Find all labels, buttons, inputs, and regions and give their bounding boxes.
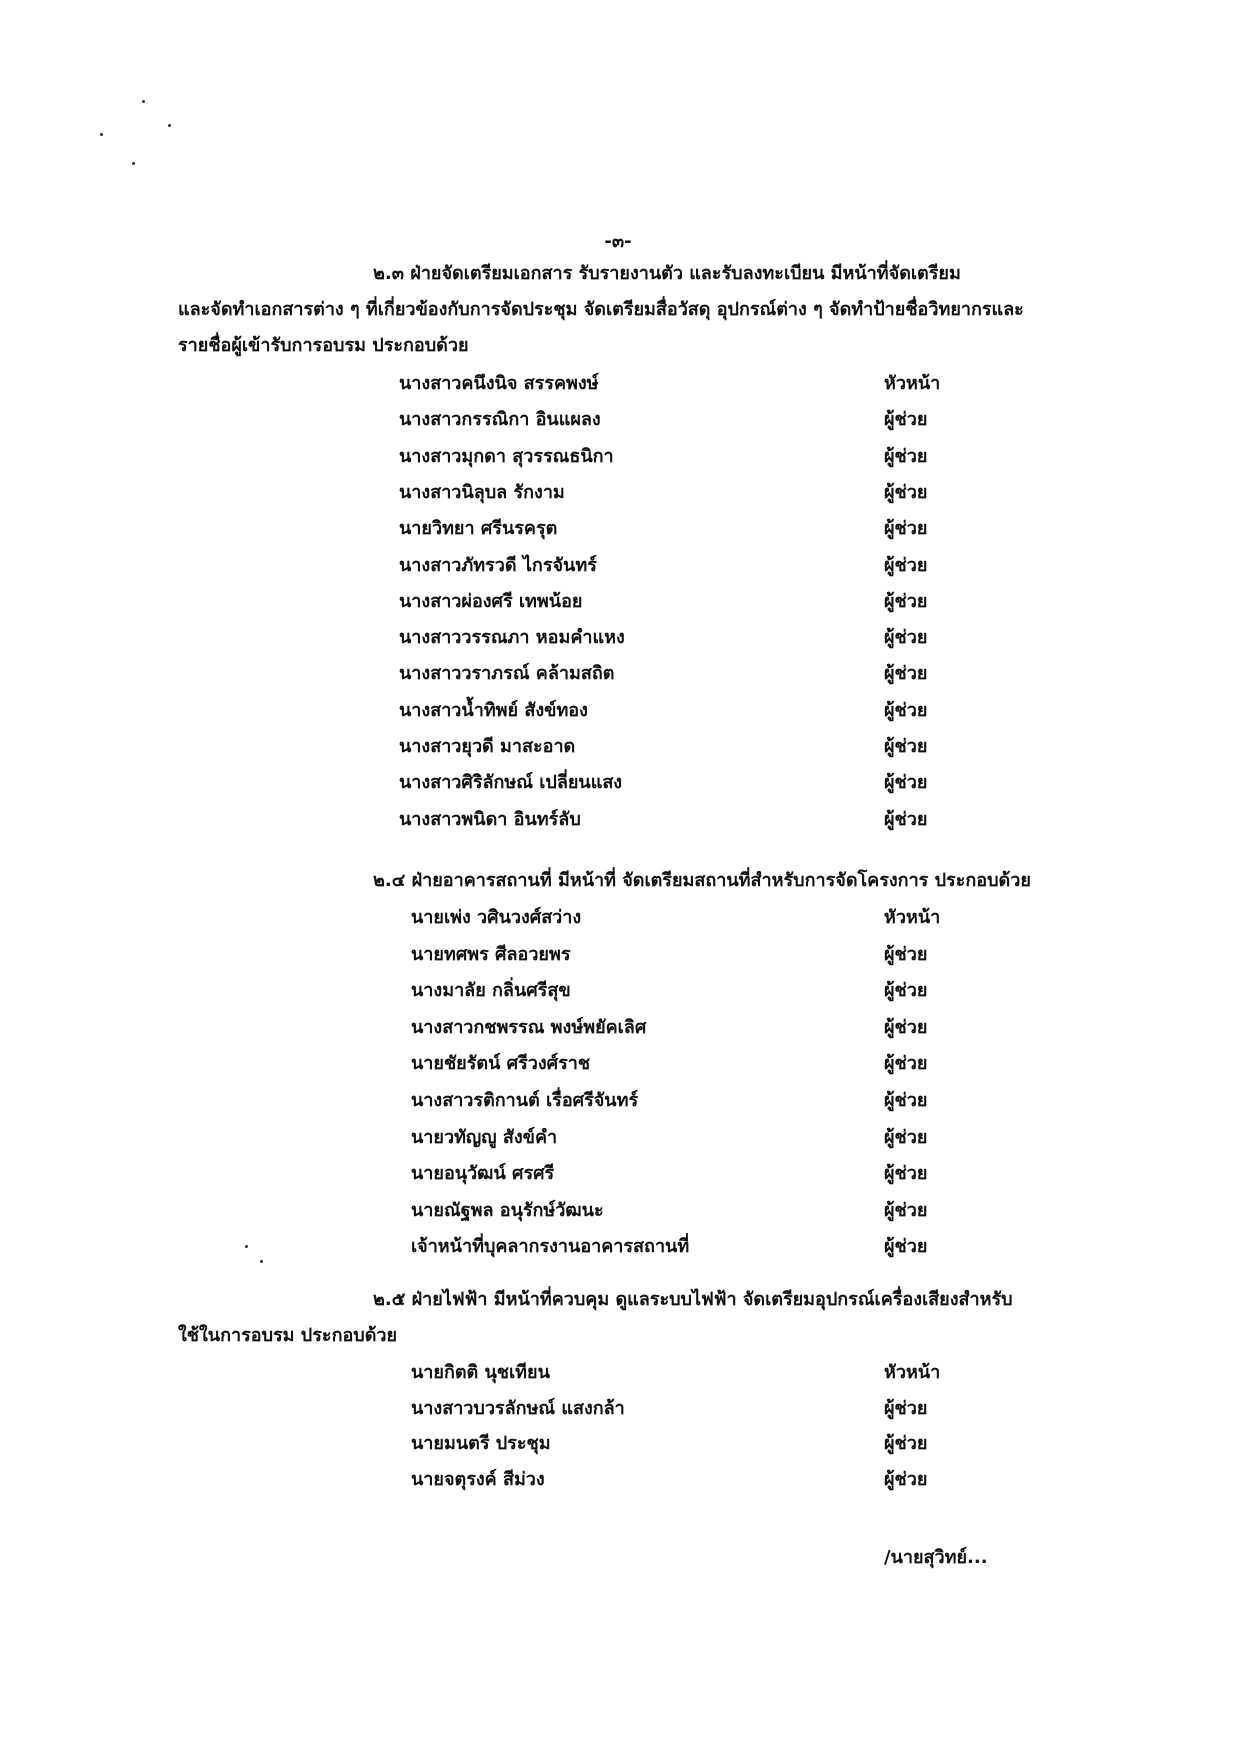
member-row <box>411 1083 1004 1119</box>
section-heading-line: และจัดทำเอกสารต่าง ๆ ที่เกี่ยวข้องกับการจัดประชุม จัดเตรียมสื่อวัสดุ อุปกรณ์ต่าง ๆ จัดทำป้ายชื่อวิทยากรและ <box>178 299 1024 320</box>
member-name: นายเพ่ง วศินวงศ์สว่าง <box>411 907 582 928</box>
member-role: ผู้ช่วย <box>884 481 928 503</box>
member-row <box>411 937 1004 973</box>
member-role: หัวหน้า <box>884 1362 941 1383</box>
member-name: นายชัยรัตน์ ศรีวงศ์ราช <box>411 1053 591 1075</box>
member-name: นางสาวมุกดา สุวรรณธนิกา <box>399 445 614 467</box>
member-role: ผู้ช่วย <box>884 627 928 649</box>
member-role: ผู้ช่วย <box>884 943 928 965</box>
member-role: ผู้ช่วย <box>884 1433 928 1454</box>
member-role: ผู้ช่วย <box>884 1126 928 1148</box>
member-row <box>411 1391 1004 1427</box>
member-role: ผู้ช่วย <box>884 518 928 540</box>
member-role: ผู้ช่วย <box>884 980 928 1002</box>
member-role: ผู้ช่วย <box>884 409 928 431</box>
member-role: ผู้ช่วย <box>884 736 928 757</box>
member-name: นางสาวพนิดา อินทร์ลับ <box>399 808 581 830</box>
section-heading-line: ใช้ในการอบรม ประกอบด้วย <box>178 1325 398 1346</box>
member-name: นายณัฐพล อนุรักษ์วัฒนะ <box>411 1199 604 1221</box>
member-row <box>411 1426 1004 1462</box>
member-name: นางสาวกรรณิกา อินแผลง <box>399 409 601 431</box>
member-row <box>411 973 1004 1009</box>
member-role: ผู้ช่วย <box>884 808 928 830</box>
member-role: ผู้ช่วย <box>884 1016 928 1038</box>
member-role: หัวหน้า <box>884 907 941 928</box>
member-name: นางสาวศิริลักษณ์ เปลี่ยนแสง <box>399 772 623 794</box>
member-row <box>411 1462 1004 1498</box>
member-role: ผู้ช่วย <box>884 1163 928 1185</box>
member-row <box>399 475 1004 511</box>
member-row <box>399 439 1004 475</box>
member-role: ผู้ช่วย <box>884 1397 928 1419</box>
scan-speck <box>245 1245 248 1248</box>
member-name: นางสาวบวรลักษณ์ แสงกล้า <box>411 1397 625 1419</box>
section-heading-line: ๒.๔ ฝ่ายอาคารสถานที่ มีหน้าที่ จัดเตรียมสถานที่สำหรับการจัดโครงการ ประกอบด้วย <box>373 870 1031 891</box>
member-name: นายวิทยา ศรีนรครุต <box>399 518 558 540</box>
scan-speck <box>168 124 171 127</box>
member-row <box>399 729 1004 765</box>
member-row <box>411 1229 1004 1265</box>
member-name: นางสาววราภรณ์ คล้ามสถิต <box>399 663 615 685</box>
scan-speck <box>142 100 145 103</box>
member-name: นายจตุรงค์ สีม่วง <box>411 1468 545 1490</box>
member-name: นางสาวนิลุบล รักงาม <box>399 481 565 503</box>
section-heading-line: ๒.๕ ฝ่ายไฟฟ้า มีหน้าที่ควบคุม ดูแลระบบไฟฟ้า จัดเตรียมอุปกรณ์เครื่องเสียงสำหรับ <box>373 1289 1013 1310</box>
member-name: นายวทัญญู สังข์คำ <box>411 1126 558 1148</box>
scan-speck <box>100 133 103 136</box>
scan-speck <box>260 1260 263 1263</box>
continuation-text: /นายสุวิทย์... <box>884 1547 988 1568</box>
member-row <box>399 584 1004 620</box>
member-row <box>411 900 1004 936</box>
section-heading-line: ๒.๓ ฝ่ายจัดเตรียมเอกสาร รับรายงานตัว และรับลงทะเบียน มีหน้าที่จัดเตรียม <box>373 263 961 284</box>
member-role: ผู้ช่วย <box>884 590 928 612</box>
member-row <box>411 1120 1004 1156</box>
member-name: นายมนตรี ประชุม <box>411 1433 551 1454</box>
member-name: นางสาวน้ำทิพย์ สังข์ทอง <box>399 699 588 721</box>
section-heading-line: รายชื่อผู้เข้ารับการอบรม ประกอบด้วย <box>178 335 469 356</box>
member-row <box>399 802 1004 838</box>
member-name: นางสาวภัทรวดี ไกรจันทร์ <box>399 554 597 576</box>
member-role: หัวหน้า <box>884 373 941 394</box>
member-row <box>399 693 1004 729</box>
member-row <box>399 366 1004 402</box>
member-role: ผู้ช่วย <box>884 1053 928 1075</box>
member-name: นายทศพร ศีลอวยพร <box>411 943 571 965</box>
member-role: ผู้ช่วย <box>884 554 928 576</box>
member-name: นางสาวยุวดี มาสะอาด <box>399 736 576 757</box>
member-role: ผู้ช่วย <box>884 1090 928 1111</box>
member-row <box>399 620 1004 656</box>
member-row <box>411 1046 1004 1082</box>
member-name: นางสาววรรณภา หอมคำแหง <box>399 627 625 649</box>
member-role: ผู้ช่วย <box>884 699 928 721</box>
member-name: นางสาวคนึงนิจ สรรคพงษ์ <box>399 373 599 394</box>
member-row <box>411 1156 1004 1192</box>
member-row <box>399 656 1004 692</box>
member-name: นางสาวกชพรรณ พงษ์พยัคเลิศ <box>411 1016 647 1038</box>
member-role: ผู้ช่วย <box>884 1468 928 1490</box>
member-role: ผู้ช่วย <box>884 445 928 467</box>
member-row <box>399 548 1004 584</box>
member-row <box>411 1193 1004 1229</box>
page-number: -๓- <box>604 231 632 252</box>
member-name: นายอนุวัฒน์ ศรศรี <box>411 1163 555 1185</box>
member-name: นางสาวผ่องศรี เทพน้อย <box>399 590 583 612</box>
member-row <box>399 402 1004 438</box>
scan-speck <box>132 162 135 165</box>
member-name: นางสาวรติกานต์ เรื่อศรีจันทร์ <box>411 1090 639 1111</box>
member-name: นางมาลัย กลิ่นศรีสุข <box>411 980 571 1002</box>
member-row <box>399 511 1004 547</box>
member-role: ผู้ช่วย <box>884 663 928 685</box>
member-role: ผู้ช่วย <box>884 772 928 794</box>
member-row <box>411 1010 1004 1046</box>
member-name: นายกิตติ นุชเทียน <box>411 1362 550 1383</box>
member-name: เจ้าหน้าที่บุคลากรงานอาคารสถานที่ <box>411 1236 690 1258</box>
member-row <box>399 765 1004 801</box>
member-role: ผู้ช่วย <box>884 1236 928 1258</box>
member-row <box>411 1355 1004 1391</box>
member-role: ผู้ช่วย <box>884 1199 928 1221</box>
